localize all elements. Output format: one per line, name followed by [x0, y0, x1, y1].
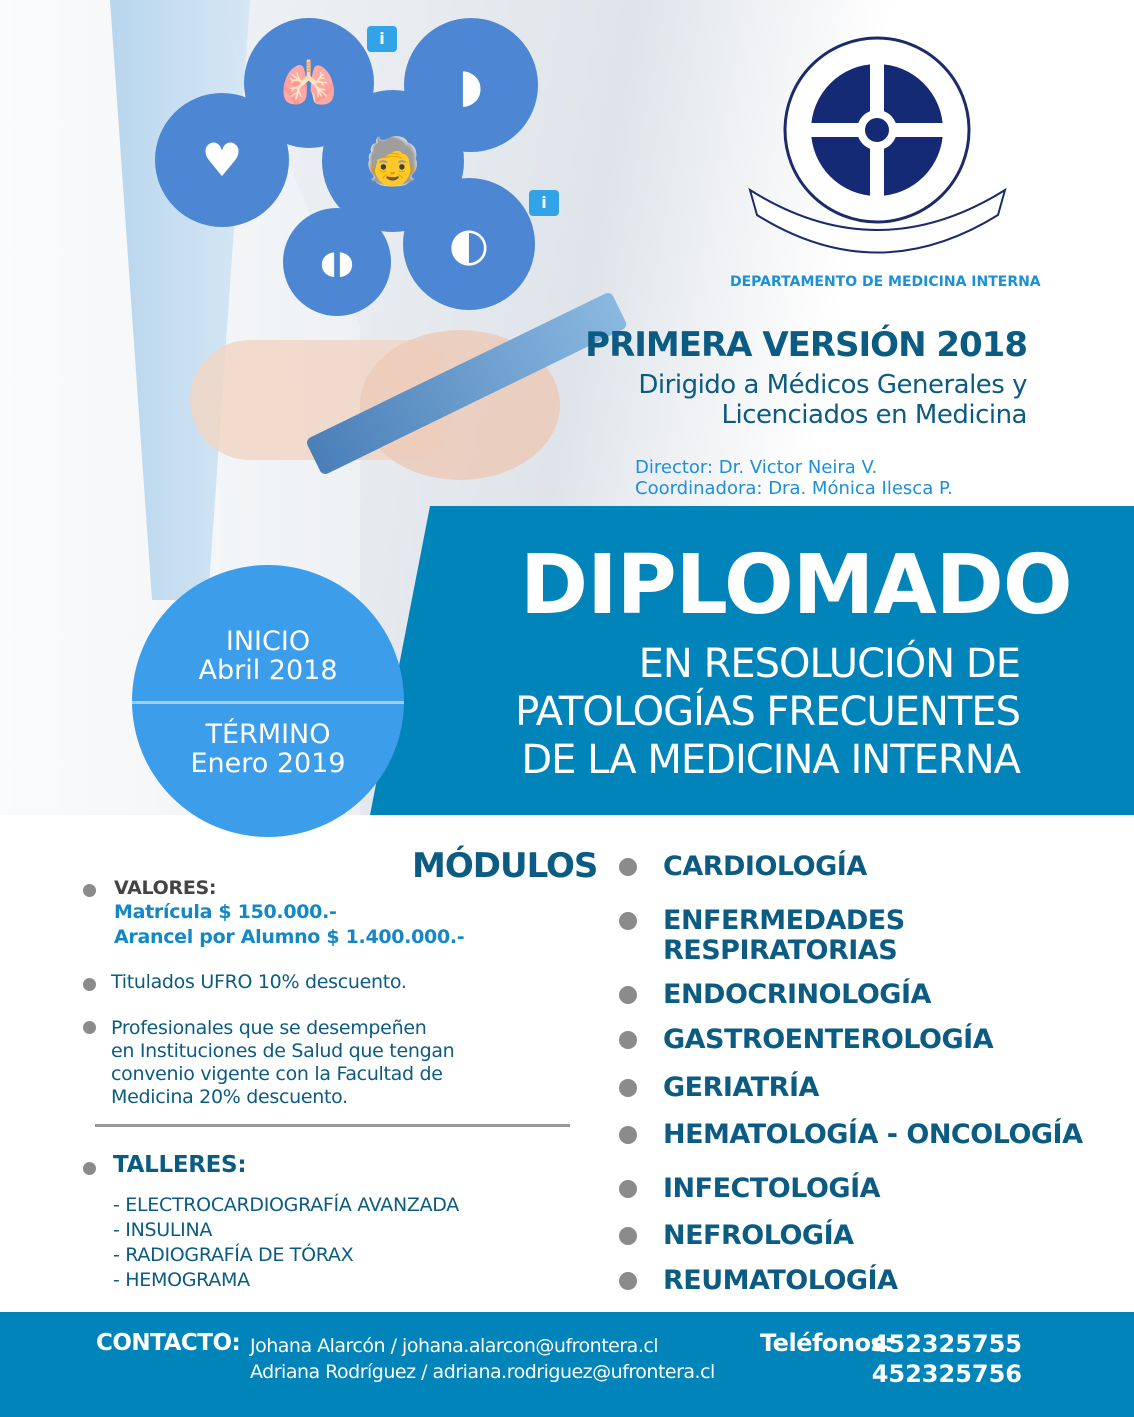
- bullet-icon: [619, 1272, 637, 1290]
- bullet-icon: [619, 1126, 637, 1144]
- bullet-icon: [83, 884, 96, 897]
- staff-info: [635, 457, 953, 499]
- text-line: en Instituciones de Salud que tengan: [111, 1040, 455, 1062]
- bullet-icon: [619, 986, 637, 1004]
- divider: [132, 701, 404, 704]
- audience-text: [638, 370, 1027, 430]
- audience-line: Dirigido a Médicos Generales y: [638, 370, 1027, 400]
- contact-person: Adriana Rodríguez / adriana.rodriguez@ufrontera.cl: [250, 1361, 715, 1383]
- module-item: ENFERMEDADES RESPIRATORIAS: [663, 905, 905, 966]
- divider: [95, 1124, 570, 1127]
- modules-heading: MÓDULOS: [412, 846, 598, 886]
- discount-professionals: [111, 1017, 454, 1109]
- contact-people: [250, 1333, 715, 1385]
- fee-price: Arancel por Alumno $ 1.400.000.-: [114, 926, 465, 948]
- department-name: DEPARTAMENTO DE MEDICINA INTERNA: [730, 274, 1041, 290]
- workshop-item: - INSULINA: [113, 1219, 213, 1241]
- bullet-icon: [619, 1180, 637, 1198]
- bullet-icon: [83, 1021, 96, 1034]
- bullet-icon: [619, 1227, 637, 1245]
- text-line: Profesionales que se desempeñen: [111, 1017, 427, 1039]
- audience-line: Licenciados en Medicina: [721, 400, 1027, 430]
- text-line: Medicina 20% descuento.: [111, 1086, 348, 1108]
- stomach-icon: ◗: [404, 18, 538, 152]
- phones-label: Teléfonos:: [760, 1329, 894, 1357]
- bullet-icon: [619, 912, 637, 930]
- heart-icon: ♥: [155, 93, 289, 227]
- module-item: GASTROENTEROLOGÍA: [663, 1024, 994, 1055]
- module-item: CARDIOLOGÍA: [663, 851, 867, 882]
- info-icon: i: [529, 190, 559, 216]
- start-date: Abril 2018: [198, 655, 338, 686]
- director: Director: Dr. Victor Neira V.: [635, 457, 878, 478]
- kidneys-icon: ◖◗: [283, 208, 391, 316]
- phones: [872, 1329, 1022, 1389]
- subtitle: [515, 640, 1020, 784]
- discount-ufro: Titulados UFRO 10% descuento.: [111, 971, 407, 993]
- module-item: NEFROLOGÍA: [663, 1220, 854, 1251]
- end-label: TÉRMINO: [205, 719, 331, 750]
- lungs-icon: 🫁: [244, 18, 374, 148]
- subtitle-line: EN RESOLUCIÓN DE: [638, 641, 1020, 687]
- workshop-item: - ELECTROCARDIOGRAFÍA AVANZADA: [113, 1194, 459, 1216]
- bullet-icon: [83, 1162, 96, 1175]
- enrollment-price: Matrícula $ 150.000.-: [114, 901, 337, 923]
- start-label: INICIO: [225, 626, 311, 657]
- bullet-icon: [83, 978, 96, 991]
- elderly-person-icon: 🧓: [322, 90, 464, 232]
- module-item: GERIATRÍA: [663, 1072, 819, 1103]
- workshop-item: - HEMOGRAMA: [113, 1269, 250, 1291]
- info-icon: i: [367, 26, 397, 52]
- university-logo: [740, 30, 1015, 270]
- contact-footer: [0, 1312, 1134, 1417]
- version-heading: PRIMERA VERSIÓN 2018: [585, 325, 1027, 365]
- phone-number: 452325756: [871, 1360, 1022, 1388]
- main-title: DIPLOMADO: [520, 538, 1072, 633]
- phone-number: 452325755: [871, 1330, 1022, 1358]
- workshop-item: - RADIOGRAFÍA DE TÓRAX: [113, 1244, 354, 1266]
- contact-person: Johana Alarcón / johana.alarcon@ufrontera.cl: [250, 1335, 659, 1357]
- subtitle-line: DE LA MEDICINA INTERNA: [521, 737, 1020, 783]
- text-line: convenio vigente con la Facultad de: [111, 1063, 443, 1085]
- pancreas-icon: ◐: [403, 178, 535, 310]
- dates-badge: [132, 565, 404, 837]
- module-item: INFECTOLOGÍA: [663, 1173, 881, 1204]
- module-item: HEMATOLOGÍA - ONCOLOGÍA: [663, 1119, 1083, 1150]
- contact-label: CONTACTO:: [96, 1330, 241, 1356]
- bullet-icon: [619, 1031, 637, 1049]
- bullet-icon: [619, 858, 637, 876]
- values-label: VALORES:: [114, 877, 217, 899]
- coordinator: Coordinadora: Dra. Mónica Ilesca P.: [635, 478, 953, 499]
- end-date: Enero 2019: [190, 748, 346, 779]
- workshops-label: TALLERES:: [113, 1152, 247, 1178]
- module-item: ENDOCRINOLOGÍA: [663, 979, 931, 1010]
- bullet-icon: [619, 1079, 637, 1097]
- subtitle-line: PATOLOGÍAS FRECUENTES: [515, 689, 1020, 735]
- module-item: REUMATOLOGÍA: [663, 1265, 898, 1296]
- workshops-list: [113, 1193, 459, 1293]
